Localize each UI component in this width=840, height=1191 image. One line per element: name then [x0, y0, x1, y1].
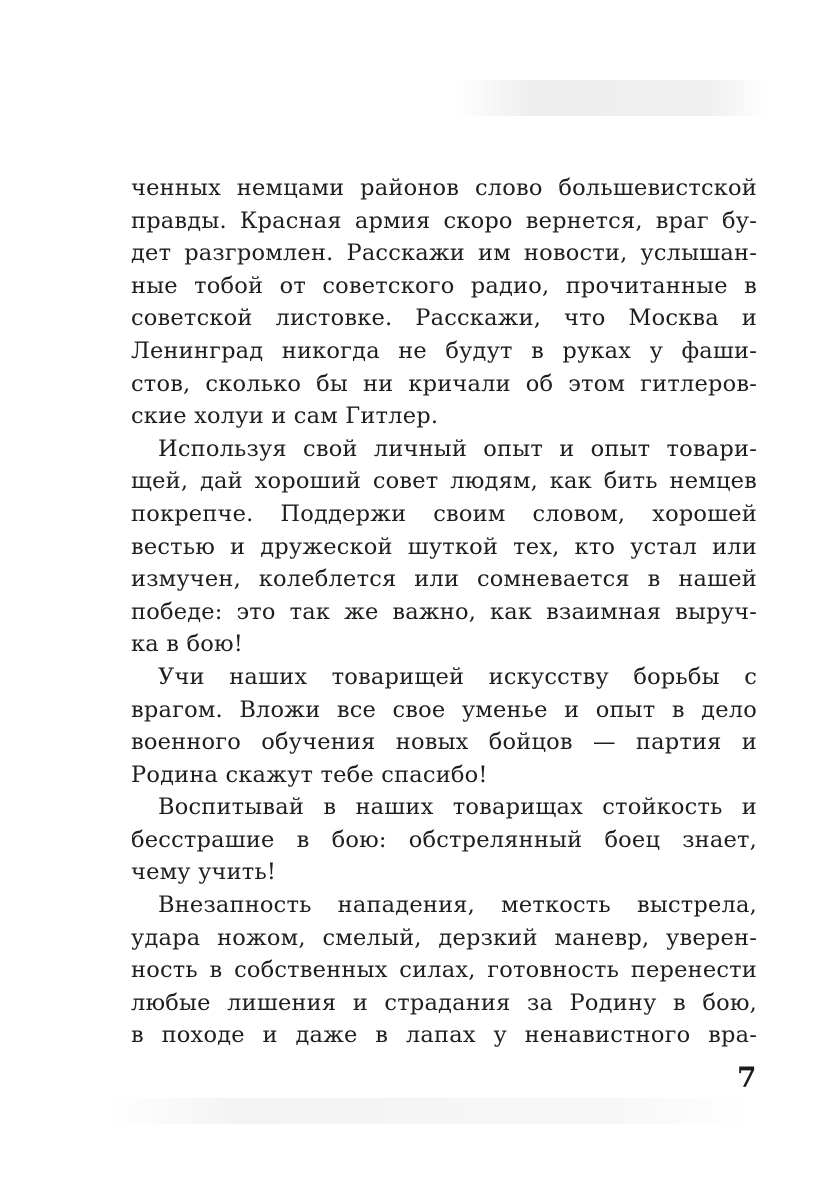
paragraph: [131, 661, 757, 791]
text-line: покрепче. Поддержи своим словом, хорошей: [131, 500, 757, 527]
text-line: щей, дай хороший совет людям, как бить немцев: [131, 468, 757, 495]
text-line: правды. Красная армия скоро вернется, враг бу-: [131, 207, 757, 234]
text-line: чему учить!: [131, 859, 277, 886]
paragraph: [131, 172, 757, 433]
text-line: ка в бою!: [131, 631, 243, 658]
paragraph: [131, 791, 757, 889]
paragraph: [131, 889, 757, 1052]
text-line: Учи наших товарищей искусству борьбы с: [158, 663, 757, 690]
text-line: победе: это так же важно, как взаимная выруч-: [131, 598, 757, 625]
text-line: Внезапность нападения, меткость выстрела,: [158, 892, 757, 919]
text-line: Используя свой личный опыт и опыт товари-: [158, 435, 757, 462]
text-line: измучен, колеблется или сомневается в нашей: [131, 566, 757, 593]
text-line: дет разгромлен. Расскажи им новости, услышан-: [131, 240, 757, 267]
text-line: ченных немцами районов слово большевистской: [131, 175, 757, 201]
text-line: ность в собственных силах, готовность перенести: [131, 957, 757, 984]
page-number: 7: [737, 1061, 757, 1094]
text-line: военного обучения новых бойцов — партия и: [131, 729, 757, 756]
scan-shadow: [455, 80, 770, 116]
text-line: удара ножом, смелый, дерзкий маневр, уверен-: [131, 924, 757, 951]
text-line: ские холуи и сам Гитлер.: [131, 403, 439, 430]
text-line: вестью и дружеской шуткой тех, кто устал или: [131, 533, 757, 560]
text-line: стов, сколько бы ни кричали об этом гитлеров-: [131, 370, 757, 397]
text-line: советской листовке. Расскажи, что Москва и: [131, 305, 757, 332]
text-line: бесстрашие в бою: обстрелянный боец знает,: [131, 826, 757, 853]
text-line: врагом. Вложи все свое уменье и опыт в дело: [131, 696, 757, 723]
text-line: Воспитывай в наших товарищах стойкость и: [158, 794, 757, 821]
text-line: в походе и даже в лапах у ненавистного вра-: [131, 1022, 757, 1049]
scan-shadow: [110, 1098, 750, 1124]
text-line: любые лишения и страдания за Родину в бою,: [131, 989, 757, 1016]
text-line: Ленинград никогда не будут в руках у фаши-: [131, 337, 757, 364]
text-line: Родина скажут тебе спасибо!: [131, 761, 488, 788]
paragraph: [131, 433, 757, 661]
body-text: [131, 172, 757, 1052]
text-line: ные тобой от советского радио, прочитанные в: [131, 272, 757, 299]
